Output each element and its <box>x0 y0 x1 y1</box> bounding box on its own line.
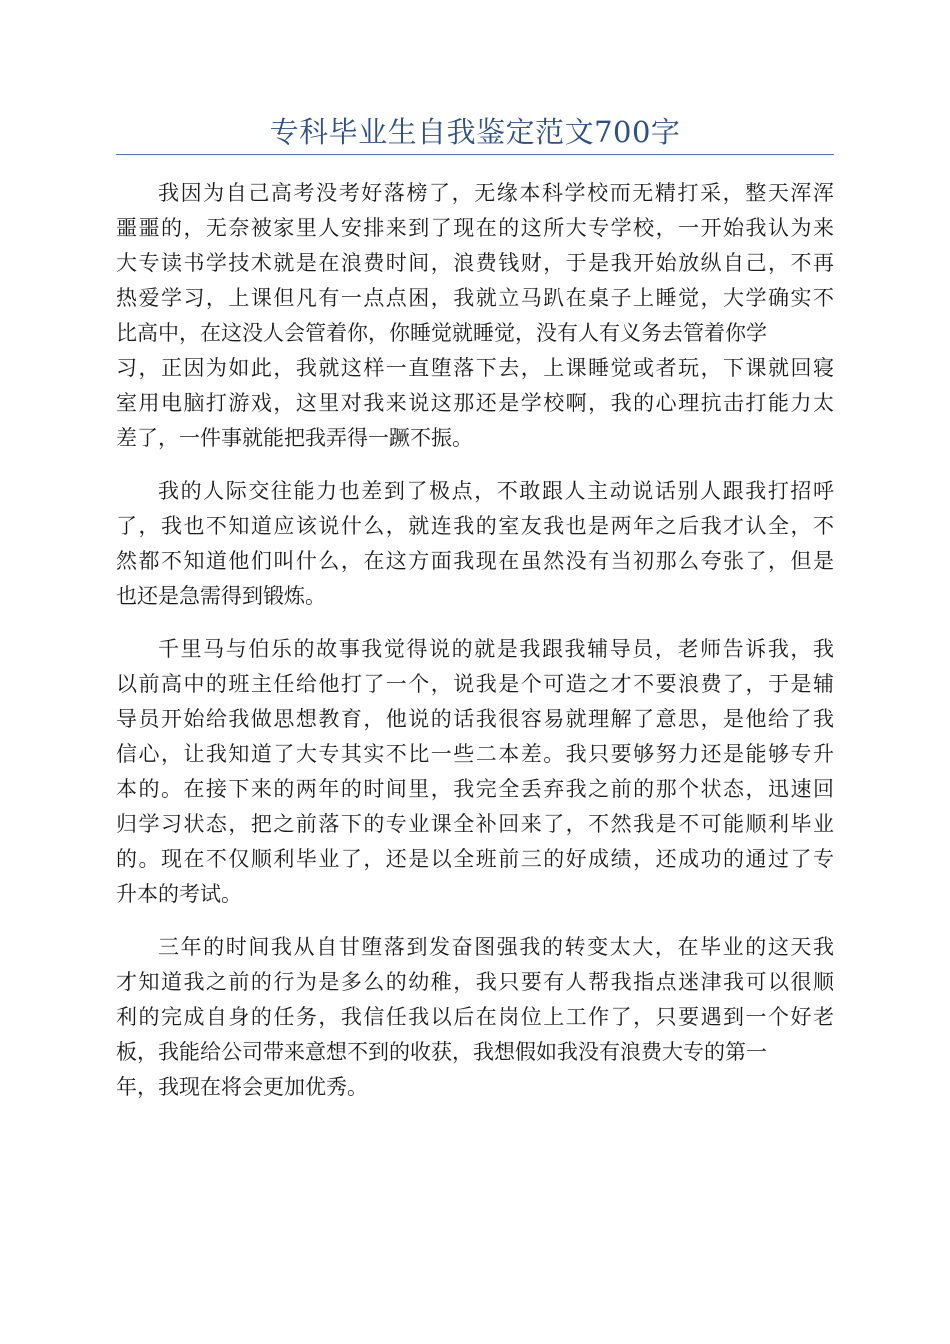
text-line: 升本的考试。 <box>116 882 242 906</box>
text-line: 年，我现在将会更加优秀。 <box>116 1075 368 1099</box>
text-line: 大专读书学技术就是在浪费时间，浪费钱财，于是我开始放纵自己，不再 <box>116 251 834 275</box>
text-line: 千里马与伯乐的故事我觉得说的就是我跟我辅导员，老师告诉我，我 <box>158 637 834 661</box>
text-line: 我的人际交往能力也差到了极点，不敢跟人主动说话别人跟我打招呼 <box>158 479 834 503</box>
paragraph-3 <box>116 632 834 912</box>
text-line: 习，正因为如此，我就这样一直堕落下去，上课睡觉或者玩，下课就回寝 <box>116 356 834 380</box>
text-line: 信心，让我知道了大专其实不比一些二本差。我只要够努力还是能够专升 <box>116 742 834 766</box>
text-line: 了，我也不知道应该说什么，就连我的室友我也是两年之后我才认全，不 <box>116 514 834 538</box>
document-title: 专科毕业生自我鉴定范文700字 <box>269 115 681 149</box>
text-line: 归学习状态，把之前落下的专业课全补回来了，不然我是不可能顺利毕业 <box>116 812 834 836</box>
text-line: 我因为自己高考没考好落榜了，无缘本科学校而无精打采，整天浑浑 <box>158 181 834 205</box>
text-line: 的。现在不仅顺利毕业了，还是以全班前三的好成绩，还成功的通过了专 <box>116 847 834 871</box>
text-line: 板，我能给公司带来意想不到的收获，我想假如我没有浪费大专的第一 <box>116 1040 767 1064</box>
paragraph-4 <box>116 930 834 1105</box>
text-line: 也还是急需得到锻炼。 <box>116 584 326 608</box>
text-line: 本的。在接下来的两年的时间里，我完全丢弃我之前的那个状态，迅速回 <box>116 777 834 801</box>
text-line: 以前高中的班主任给他打了一个，说我是个可造之才不要浪费了，于是辅 <box>116 672 834 696</box>
text-line: 才知道我之前的行为是多么的幼稚，我只要有人帮我指点迷津我可以很顺 <box>116 970 834 994</box>
text-line: 导员开始给我做思想教育，他说的话我很容易就理解了意思，是他给了我 <box>116 707 834 731</box>
text-line: 室用电脑打游戏，这里对我来说这那还是学校啊，我的心理抗击打能力太 <box>116 391 834 415</box>
text-line: 热爱学习，上课但凡有一点点困，我就立马趴在桌子上睡觉，大学确实不 <box>116 286 834 310</box>
text-line: 噩噩的，无奈被家里人安排来到了现在的这所大专学校，一开始我认为来 <box>116 216 834 240</box>
text-line: 差了，一件事就能把我弄得一蹶不振。 <box>116 426 473 450</box>
text-line: 比高中，在这没人会管着你，你睡觉就睡觉，没有人有义务去管着你学 <box>116 321 767 345</box>
paragraph-1 <box>116 176 834 456</box>
document-body <box>116 176 834 1123</box>
paragraph-2 <box>116 474 834 614</box>
text-line: 三年的时间我从自甘堕落到发奋图强我的转变太大，在毕业的这天我 <box>158 935 834 959</box>
text-line: 然都不知道他们叫什么，在这方面我现在虽然没有当初那么夸张了，但是 <box>116 549 834 573</box>
title-underline <box>116 154 834 155</box>
text-line: 利的完成自身的任务，我信任我以后在岗位上工作了，只要遇到一个好老 <box>116 1005 834 1029</box>
